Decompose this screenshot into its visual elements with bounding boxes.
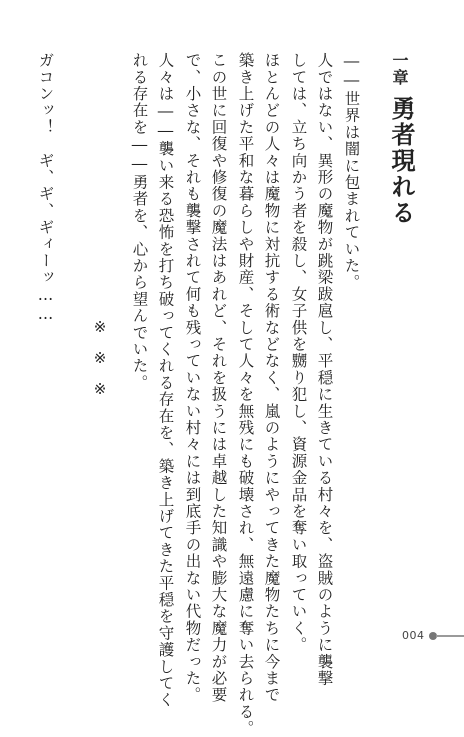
asterism-mark: ※ — [93, 318, 107, 336]
body-line: ほとんどの人々は魔物に対抗する術などなく、嵐のようにやってきた魔物たちに今まで — [262, 52, 281, 704]
asterism-mark: ※ — [93, 349, 107, 367]
sound-effect-line: ガコンッ！ ギ、ギ、ギィーッ…… — [36, 52, 55, 325]
page-number: 004 — [402, 629, 425, 642]
chapter-number: 一章 — [390, 52, 409, 86]
section-break — [90, 320, 110, 413]
asterism-mark: ※ — [93, 380, 107, 398]
body-line: 人々は――襲い来る恐怖を打ち破ってくれる存在を、築き上げてきた平穏を守護してく — [156, 52, 175, 709]
chapter-title: 勇者現れる — [387, 96, 415, 226]
body-line: れる存在を――勇者を、心から望んでいた。 — [130, 52, 149, 391]
body-line: しては、立ち向かう者を殺し、女子供を嬲り犯し、資源金品を奪い取っていく。 — [289, 52, 308, 654]
body-line: この世に回復や修復の魔法はあれど、それを扱うには卓越した知識や膨大な魔力が必要 — [209, 52, 228, 704]
body-line: 築き上げた平和な暮らしや財産、そして人々を無残にも破壊され、無遠慮に奪い去られる。 — [236, 52, 255, 737]
body-line: ――世界は闇に包まれていた。 — [342, 52, 361, 291]
body-line: 人ではない、異形の魔物が跳梁跋扈し、平穏に生きている村々を、盗賊のように襲撃 — [315, 52, 334, 687]
body-line: で、小さな、それも襲撃されて何も残っていない村々には到底手の出ない代物だった。 — [183, 52, 202, 704]
page-marker-line — [436, 635, 464, 637]
